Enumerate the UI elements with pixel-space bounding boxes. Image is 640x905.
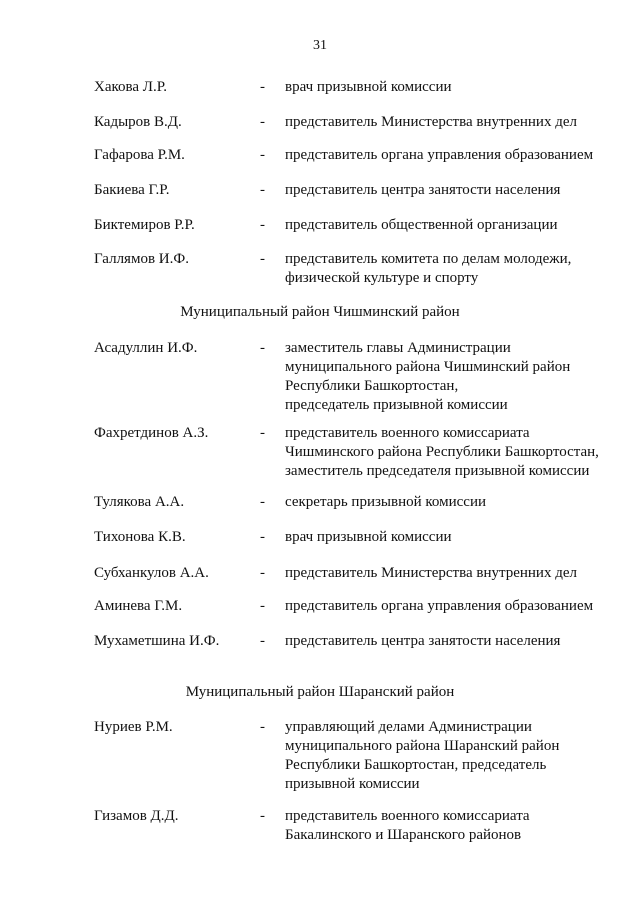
section-heading: Муниципальный район Шаранский район	[185, 684, 455, 700]
member-role-line: управляющий делами Администрации	[285, 719, 532, 735]
dash: -	[260, 529, 265, 545]
member-role-line: представитель Министерства внутренних дел	[285, 565, 577, 581]
dash: -	[260, 425, 265, 441]
dash: -	[260, 217, 265, 233]
member-role-line: призывной комиссии	[285, 776, 420, 792]
member-role-line: представитель Министерства внутренних дел	[285, 114, 577, 130]
member-role	[285, 181, 625, 200]
member-role-line: представитель органа управления образованием	[285, 147, 594, 163]
member-role	[285, 807, 625, 845]
member-role-line: представитель органа управления образованием	[285, 598, 594, 614]
member-role-line: представитель военного комиссариата	[285, 808, 530, 824]
member-role	[285, 493, 625, 512]
section-heading: Муниципальный район Чишминский район	[180, 304, 460, 320]
member-role-line: представитель центра занятости населения	[285, 633, 561, 649]
dash: -	[260, 182, 265, 198]
member-name: Хакова Л.Р.	[94, 79, 167, 95]
member-role-line: муниципального района Шаранский район	[285, 738, 560, 754]
member-role-line: представитель военного комиссариата	[285, 425, 530, 441]
member-role-line: Чишминского района Республики Башкортостан,	[285, 444, 599, 460]
member-role-line: председатель призывной комиссии	[285, 397, 508, 413]
member-role-line: секретарь призывной комиссии	[285, 494, 487, 510]
member-name: Кадыров В.Д.	[94, 114, 182, 130]
member-role-line: врач призывной комиссии	[285, 79, 452, 95]
member-role	[285, 113, 625, 132]
member-name: Биктемиров Р.Р.	[94, 217, 195, 233]
page-number: 31	[313, 38, 327, 53]
dash: -	[260, 598, 265, 614]
dash: -	[260, 340, 265, 356]
member-role	[285, 250, 625, 288]
member-role-line: представитель комитета по делам молодежи,	[285, 251, 572, 267]
member-name: Субханкулов А.А.	[94, 565, 209, 581]
member-role-line: физической культуре и спорту	[285, 270, 479, 286]
member-name: Тулякова А.А.	[94, 494, 185, 510]
member-role	[285, 632, 625, 651]
member-name: Гизамов Д.Д.	[94, 808, 179, 824]
member-role	[285, 339, 625, 415]
dash: -	[260, 808, 265, 824]
member-name: Тихонова К.В.	[94, 529, 186, 545]
dash: -	[260, 565, 265, 581]
member-name: Бакиева Г.Р.	[94, 182, 170, 198]
member-role-line: заместитель главы Администрации	[285, 340, 511, 356]
member-role	[285, 718, 625, 794]
member-role	[285, 146, 625, 165]
dash: -	[260, 147, 265, 163]
member-name: Нуриев Р.М.	[94, 719, 173, 735]
dash: -	[260, 494, 265, 510]
member-role-line: врач призывной комиссии	[285, 529, 452, 545]
dash: -	[260, 79, 265, 95]
member-role-line: заместитель председателя призывной комиссии	[285, 463, 590, 479]
member-role	[285, 424, 625, 481]
dash: -	[260, 114, 265, 130]
member-name: Фахретдинов А.З.	[94, 425, 209, 441]
dash: -	[260, 633, 265, 649]
dash: -	[260, 251, 265, 267]
member-role-line: муниципального района Чишминский район	[285, 359, 571, 375]
member-role-line: представитель центра занятости населения	[285, 182, 561, 198]
member-role	[285, 564, 625, 583]
member-role-line: представитель общественной организации	[285, 217, 558, 233]
member-name: Аминева Г.М.	[94, 598, 183, 614]
member-role	[285, 528, 625, 547]
member-role-line: Бакалинского и Шаранского районов	[285, 827, 522, 843]
member-name: Асадуллин И.Ф.	[94, 340, 198, 356]
member-name: Галлямов И.Ф.	[94, 251, 189, 267]
member-role	[285, 78, 625, 97]
member-role-line: Республики Башкортостан,	[285, 378, 459, 394]
dash: -	[260, 719, 265, 735]
member-role	[285, 216, 625, 235]
member-role-line: Республики Башкортостан, председатель	[285, 757, 547, 773]
member-name: Мухаметшина И.Ф.	[94, 633, 220, 649]
member-role	[285, 597, 625, 616]
member-name: Гафарова Р.М.	[94, 147, 185, 163]
